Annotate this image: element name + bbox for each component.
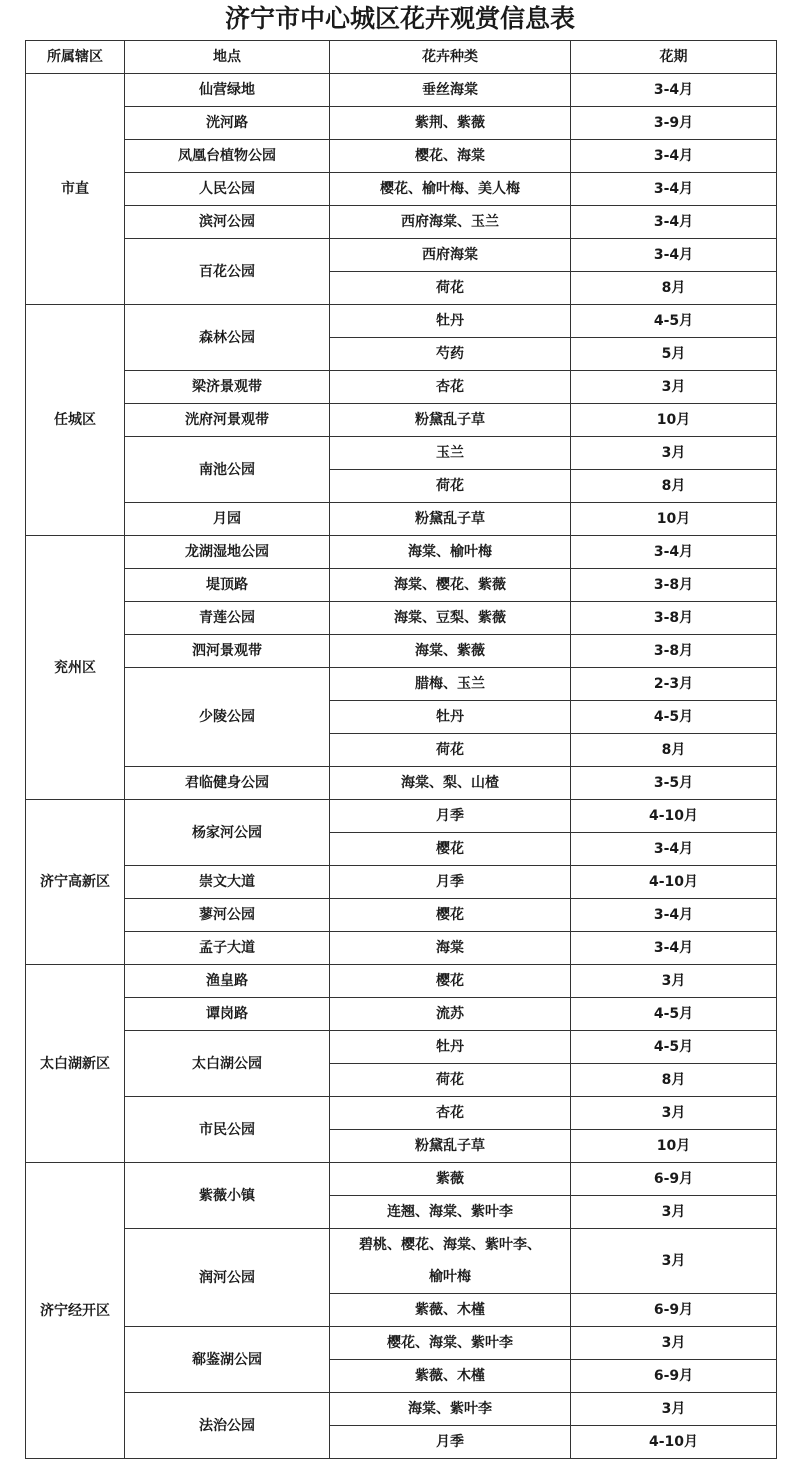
table-row (26, 1393, 777, 1426)
table-row (26, 965, 777, 998)
table-row (26, 107, 777, 140)
bloom-period-cell: 6-9月 (571, 1294, 777, 1327)
bloom-period-cell: 3-8月 (571, 602, 777, 635)
bloom-period-cell: 4-5月 (571, 701, 777, 734)
flower-type-cell: 樱花、海棠、紫叶李 (330, 1327, 571, 1360)
bloom-period-cell: 3-4月 (571, 173, 777, 206)
bloom-period-cell: 10月 (571, 1130, 777, 1163)
bloom-period-cell: 3-5月 (571, 767, 777, 800)
place-cell: 泗河景观带 (125, 635, 330, 668)
place-cell: 市民公园 (125, 1097, 330, 1163)
flower-type-cell: 荷花 (330, 1064, 571, 1097)
bloom-period-cell: 3月 (571, 1196, 777, 1229)
flower-type-cell: 粉黛乱子草 (330, 404, 571, 437)
flower-type-cell: 垂丝海棠 (330, 74, 571, 107)
place-cell: 杨家河公园 (125, 800, 330, 866)
bloom-period-cell: 8月 (571, 272, 777, 305)
table-row (26, 437, 777, 470)
bloom-period-cell: 3-8月 (571, 635, 777, 668)
bloom-period-cell: 4-10月 (571, 800, 777, 833)
flower-type-cell: 粉黛乱子草 (330, 503, 571, 536)
place-cell: 人民公园 (125, 173, 330, 206)
place-cell: 百花公园 (125, 239, 330, 305)
place-cell: 渔皇路 (125, 965, 330, 998)
bloom-period-cell: 6-9月 (571, 1163, 777, 1196)
flower-info-table (25, 40, 777, 1459)
header-row (26, 41, 777, 74)
flower-type-cell: 樱花 (330, 899, 571, 932)
place-cell: 郗鉴湖公园 (125, 1327, 330, 1393)
table-row (26, 668, 777, 701)
flower-type-cell: 海棠、樱花、紫薇 (330, 569, 571, 602)
flower-type-cell: 樱花、榆叶梅、美人梅 (330, 173, 571, 206)
page-title: 济宁市中心城区花卉观赏信息表 (224, 4, 575, 33)
bloom-period-cell: 3-9月 (571, 107, 777, 140)
flower-type-cell: 牡丹 (330, 1031, 571, 1064)
bloom-period-cell: 3-8月 (571, 569, 777, 602)
flower-type-cell: 海棠、紫薇 (330, 635, 571, 668)
flower-type-cell: 紫薇、木槿 (330, 1360, 571, 1393)
table-row (26, 866, 777, 899)
place-cell: 谭岗路 (125, 998, 330, 1031)
table-row (26, 800, 777, 833)
bloom-period-cell: 3-4月 (571, 899, 777, 932)
bloom-period-cell: 3月 (571, 371, 777, 404)
place-cell: 君临健身公园 (125, 767, 330, 800)
flower-type-cell: 月季 (330, 800, 571, 833)
flower-type-cell: 樱花、海棠 (330, 140, 571, 173)
bloom-period-cell: 4-10月 (571, 866, 777, 899)
bloom-period-cell: 3-4月 (571, 206, 777, 239)
flower-type-cell: 腊梅、玉兰 (330, 668, 571, 701)
table-row (26, 239, 777, 272)
place-cell: 青莲公园 (125, 602, 330, 635)
table-body (26, 74, 777, 1459)
flower-type-cell: 海棠、紫叶李 (330, 1393, 571, 1426)
place-cell: 堤顶路 (125, 569, 330, 602)
bloom-period-cell: 8月 (571, 1064, 777, 1097)
district-cell: 任城区 (26, 305, 125, 536)
table-row (26, 305, 777, 338)
flower-type-cell: 紫薇、木槿 (330, 1294, 571, 1327)
flower-type-cell: 月季 (330, 866, 571, 899)
place-cell: 仙营绿地 (125, 74, 330, 107)
bloom-period-cell: 3月 (571, 965, 777, 998)
bloom-period-cell: 3-4月 (571, 833, 777, 866)
place-cell: 崇文大道 (125, 866, 330, 899)
flower-type-cell: 西府海棠、玉兰 (330, 206, 571, 239)
district-cell: 济宁高新区 (26, 800, 125, 965)
column-header-district: 所属辖区 (26, 41, 125, 74)
table-row (26, 404, 777, 437)
district-cell: 济宁经开区 (26, 1163, 125, 1459)
table-row (26, 1163, 777, 1196)
flower-type-cell: 流苏 (330, 998, 571, 1031)
place-cell: 洸府河景观带 (125, 404, 330, 437)
place-cell: 月园 (125, 503, 330, 536)
flower-type-cell: 樱花 (330, 965, 571, 998)
table-row (26, 998, 777, 1031)
bloom-period-cell: 6-9月 (571, 1360, 777, 1393)
flower-type-cell: 荷花 (330, 470, 571, 503)
column-header-flower-type: 花卉种类 (330, 41, 571, 74)
flower-type-cell: 海棠、榆叶梅 (330, 536, 571, 569)
place-cell: 龙湖湿地公园 (125, 536, 330, 569)
bloom-period-cell: 4-5月 (571, 998, 777, 1031)
flower-type-cell: 月季 (330, 1426, 571, 1459)
table-row (26, 767, 777, 800)
place-cell: 孟子大道 (125, 932, 330, 965)
place-cell: 法治公园 (125, 1393, 330, 1459)
district-cell: 太白湖新区 (26, 965, 125, 1163)
place-cell: 紫薇小镇 (125, 1163, 330, 1229)
table-row (26, 932, 777, 965)
bloom-period-cell: 4-5月 (571, 1031, 777, 1064)
place-cell: 润河公园 (125, 1229, 330, 1327)
table-row (26, 371, 777, 404)
bloom-period-cell: 3-4月 (571, 932, 777, 965)
place-cell: 太白湖公园 (125, 1031, 330, 1097)
flower-type-cell (330, 1229, 571, 1294)
flower-type-line: 碧桃、樱花、海棠、紫叶李、 (359, 1237, 541, 1253)
bloom-period-cell: 2-3月 (571, 668, 777, 701)
flower-type-cell: 芍药 (330, 338, 571, 371)
flower-type-cell: 紫薇 (330, 1163, 571, 1196)
district-cell: 市直 (26, 74, 125, 305)
table-row (26, 173, 777, 206)
place-cell: 凤凰台植物公园 (125, 140, 330, 173)
district-cell: 兖州区 (26, 536, 125, 800)
bloom-period-cell: 3-4月 (571, 239, 777, 272)
table-row (26, 635, 777, 668)
bloom-period-cell: 4-5月 (571, 305, 777, 338)
column-header-bloom-period: 花期 (571, 41, 777, 74)
table-row (26, 503, 777, 536)
bloom-period-cell: 3-4月 (571, 536, 777, 569)
table-row (26, 206, 777, 239)
flower-type-cell: 海棠 (330, 932, 571, 965)
flower-type-cell: 牡丹 (330, 305, 571, 338)
flower-type-cell: 荷花 (330, 272, 571, 305)
table-row (26, 602, 777, 635)
flower-type-cell: 玉兰 (330, 437, 571, 470)
bloom-period-cell: 3-4月 (571, 140, 777, 173)
flower-type-cell: 海棠、梨、山楂 (330, 767, 571, 800)
bloom-period-cell: 8月 (571, 470, 777, 503)
flower-type-cell: 牡丹 (330, 701, 571, 734)
bloom-period-cell: 4-10月 (571, 1426, 777, 1459)
flower-type-cell: 杏花 (330, 1097, 571, 1130)
flower-type-line: 榆叶梅 (429, 1269, 471, 1285)
table-row (26, 140, 777, 173)
bloom-period-cell: 3月 (571, 1327, 777, 1360)
bloom-period-cell: 3月 (571, 437, 777, 470)
place-cell: 南池公园 (125, 437, 330, 503)
table-row (26, 74, 777, 107)
flower-type-cell: 粉黛乱子草 (330, 1130, 571, 1163)
table-row (26, 1327, 777, 1360)
bloom-period-cell: 10月 (571, 404, 777, 437)
flower-type-cell: 紫荆、紫薇 (330, 107, 571, 140)
flower-type-cell: 杏花 (330, 371, 571, 404)
flower-type-cell: 海棠、豆梨、紫薇 (330, 602, 571, 635)
flower-type-cell: 连翘、海棠、紫叶李 (330, 1196, 571, 1229)
place-cell: 洸河路 (125, 107, 330, 140)
flower-type-cell: 西府海棠 (330, 239, 571, 272)
table-row (26, 1031, 777, 1064)
bloom-period-cell: 5月 (571, 338, 777, 371)
table-row (26, 569, 777, 602)
bloom-period-cell: 3月 (571, 1393, 777, 1426)
place-cell: 少陵公园 (125, 668, 330, 767)
place-cell: 滨河公园 (125, 206, 330, 239)
column-header-place: 地点 (125, 41, 330, 74)
table-row (26, 1097, 777, 1130)
place-cell: 森林公园 (125, 305, 330, 371)
place-cell: 蓼河公园 (125, 899, 330, 932)
flower-type-cell: 樱花 (330, 833, 571, 866)
flower-type-cell: 荷花 (330, 734, 571, 767)
bloom-period-cell: 10月 (571, 503, 777, 536)
table-row (26, 1229, 777, 1294)
bloom-period-cell: 3月 (571, 1229, 777, 1294)
place-cell: 梁济景观带 (125, 371, 330, 404)
table-row (26, 899, 777, 932)
table-row (26, 536, 777, 569)
bloom-period-cell: 3月 (571, 1097, 777, 1130)
bloom-period-cell: 3-4月 (571, 74, 777, 107)
bloom-period-cell: 8月 (571, 734, 777, 767)
